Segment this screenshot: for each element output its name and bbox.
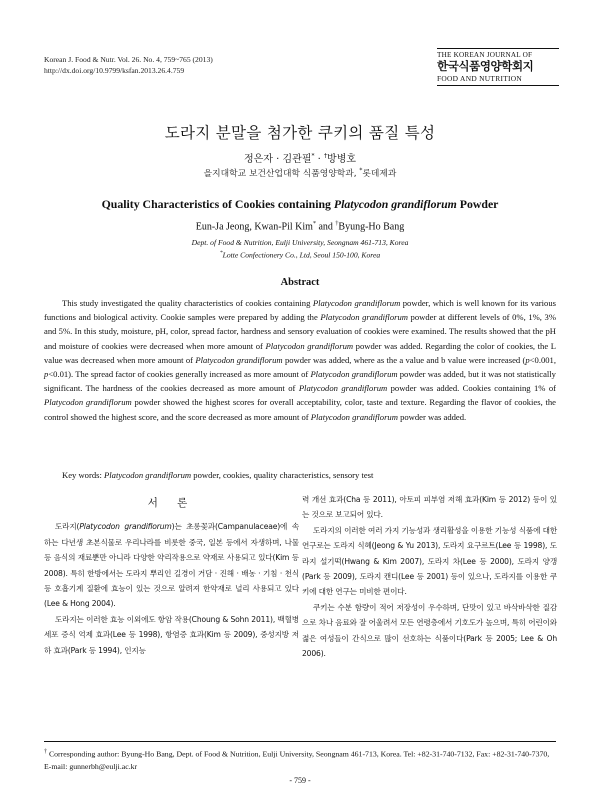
citation-line: Korean J. Food & Nutr. Vol. 26. No. 4, 759~765 (2013)	[44, 55, 213, 64]
paper-title-korean: 도라지 분말을 첨가한 쿠키의 품질 특성	[164, 124, 436, 142]
affil-ko-1: 을지대학교 보건산업대학 식품영양학과,	[203, 169, 357, 179]
title-en-post: Powder	[456, 197, 499, 211]
citation-header	[44, 54, 213, 76]
abs-text: powder was added. Cookies containing 1% of	[387, 383, 556, 394]
affil-en-1: Dept. of Food & Nutrition, Eulji University, Seongnam 461-713, Korea	[191, 238, 409, 247]
keywords-label: Key words:	[62, 470, 105, 480]
abs-species: Platycodon grandiflorum	[298, 383, 388, 394]
footnote-dagger: †	[44, 749, 47, 755]
abs-text: powder was added.	[397, 411, 467, 422]
intro-paragraph-1	[44, 519, 299, 611]
affil-en-mark: *	[219, 250, 223, 256]
intro-paragraph-2: 도라지는 이러한 효능 이외에도 항암 작용(Choung & Sohn 2011), 백혈병 세포 증식 억제 효과(Lee 등 1998), 항염증 효과(Kim 등 2009), 중성지방 저하 효과(Park 등 1994), 인지능	[44, 614, 299, 655]
author-names-ko: 정은자 · 김관필	[243, 154, 312, 165]
abs-p-symbol: p	[44, 369, 49, 380]
page-number: - 759 -	[289, 776, 311, 785]
authors-en-dagger: †	[335, 221, 339, 227]
abs-text: powder was added, but it was not statistically significant. The hardness of the cookies decreased as more amount of	[44, 369, 556, 394]
intro-species: Platycodon grandiflorum	[79, 522, 172, 532]
intro-text: )는 초롱꽃과(Campanulaceae)에 속하는 다년생 초본식물로 우리나라를 비롯한 중국, 일본 등에서 자생하며, 나물 등 음식의 재료뿐만 아니라 다양한 약리작용으로 약재로 사용되고 있다(Kim 등 2008). 특히 한방에서는 도라지 뿌리인 길경이 거담 · 진해 · 배농 · 기침 · 천식 등 호흡기계 질환에 효능이 있는 것으로 알려져 한약재로 널리 사용되고 있다(Lee & Hong 2004).	[44, 522, 299, 609]
journal-name-en-bottom: FOOD AND NUTRITION	[437, 74, 559, 86]
abs-species: Platycodon grandiflorum	[312, 298, 401, 308]
title-en-species: Platycodon grandiflorum	[333, 197, 457, 211]
author-last-ko: 방병호	[327, 154, 357, 165]
abs-species: Platycodon grandiflorum	[265, 340, 354, 351]
abstract-heading: Abstract	[280, 277, 320, 288]
abs-species: Platycodon grandiflorum	[310, 369, 398, 380]
intro-right-column	[302, 492, 557, 661]
affil-ko-2: 롯데제과	[362, 169, 397, 179]
footnote-text: Corresponding author: Byung-Ho Bang, Dept. of Food & Nutrition, Eulji University, Seongnam 461-713, Korea. Tel: +82-31-740-7132, Fax: +82-31-740-7370, E-mail: gunnerbh@eulji.ac.kr	[44, 749, 550, 771]
abs-species: Platycodon grandiflorum	[44, 397, 132, 408]
authors-en-mark: *	[312, 221, 316, 227]
corresponding-author-footnote	[44, 741, 556, 773]
authors-en-last: Byung-Ho Bang	[338, 221, 405, 233]
keywords-line	[62, 470, 562, 480]
authors-en-1: Eun-Ja Jeong, Kwan-Pil Kim	[195, 221, 313, 233]
intro-paragraph-2-cont: 력 개선 효과(Cha 등 2011), 아토피 피부염 저해 효과(Kim 등 2012) 등이 있는 것으로 보고되어 있다.	[302, 495, 557, 520]
abs-text: This study investigated the quality characteristics of cookies containing	[62, 298, 313, 308]
abs-text: powder showed the highest scores for overall acceptability, color, taste and texture. Regarding the flavor of cookies, the control showed the highest score, and the score decreased as more amount of	[44, 397, 556, 422]
section-title-introduction: 서 론	[147, 497, 196, 509]
abs-text: <0.01). The spread factor of cookies generally increased as more amount of	[48, 369, 311, 380]
intro-text: 도라지(	[55, 522, 80, 532]
affil-en-2-line	[0, 248, 600, 261]
journal-name-ko: 한국식품영양학회지	[437, 59, 534, 73]
intro-paragraph-3: 도라지의 이러한 여러 가지 기능성과 생리활성을 이용한 기능성 식품에 대한 연구로는 도라지 식혜(Jeong & Yu 2013), 도라지 요구르트(Lee 등 1998), 도라지 설기떡(Hwang & Kim 2007), 도라지 차(Lee 등 2000), 도라지 양갱(Park 등 2009), 도라지 캔디(Lee 등 2001) 등이 있으나, 도라지를 이용한 쿠키에 대한 연구는 미비한 편이다.	[302, 525, 557, 597]
intro-paragraph-4: 쿠키는 수분 함량이 적어 저장성이 우수하며, 단맛이 있고 바삭바삭한 질감으로 차나 음료와 잘 어울려서 모든 연령층에서 기호도가 높으며, 특히 어린이와 젊은 여성들이 간식으로 많이 선호하는 식품이다(Park 등 2005; Lee & Oh 2006).	[302, 602, 557, 659]
title-en-pre: Quality Characteristics of Cookies containing	[101, 197, 334, 211]
journal-logo	[437, 48, 559, 86]
doi-link[interactable]: http://dx.doi.org/10.9799/ksfan.2013.26.4.759	[44, 66, 185, 75]
author-mark: *	[311, 152, 315, 160]
authors-english	[0, 221, 600, 232]
affiliation-english	[0, 237, 600, 261]
abs-text: powder was added, where as the a value and b value were increased (	[282, 354, 526, 365]
abstract-body	[44, 296, 556, 424]
journal-name-en-top: THE KOREAN JOURNAL OF	[437, 48, 559, 59]
authors-korean	[0, 150, 600, 165]
affil-en-2: Lotte Confectionery Co., Ltd, Seoul 150-100, Korea	[222, 250, 381, 260]
abs-p-symbol: p	[525, 354, 530, 365]
affil-ko-mark: *	[359, 167, 363, 175]
abs-text: powder at different levels of 0%, 1%, 3% and 5%. In this study, moisture, pH, color, spread factor, hardness and sensory evaluation of cookies were examined. The results showed that the pH and moisture of cookies were decreased when more amount of	[44, 312, 556, 351]
abs-species: Platycodon grandiflorum	[320, 312, 408, 323]
intro-left-column	[44, 492, 299, 658]
paper-title-english	[0, 197, 600, 212]
abs-text: powder, which is well known for its various functions and biological activity. Cookie samples were prepared by adding the	[44, 298, 556, 323]
abs-text: <0.001,	[529, 354, 557, 365]
keywords-species: Platycodon grandiflorum	[104, 470, 192, 480]
author-sep: ·	[314, 154, 325, 165]
abs-species: Platycodon grandiflorum	[195, 354, 283, 365]
keywords-rest: powder, cookies, quality characteristics, sensory test	[191, 470, 374, 480]
affiliation-korean	[0, 166, 600, 179]
corresponding-mark: †	[324, 152, 328, 160]
abs-text: powder was added. Regarding the color of cookies, the L value was decreased when more amount of	[44, 340, 556, 365]
abs-species: Platycodon grandiflorum	[310, 411, 398, 422]
authors-en-and: and	[315, 221, 336, 233]
